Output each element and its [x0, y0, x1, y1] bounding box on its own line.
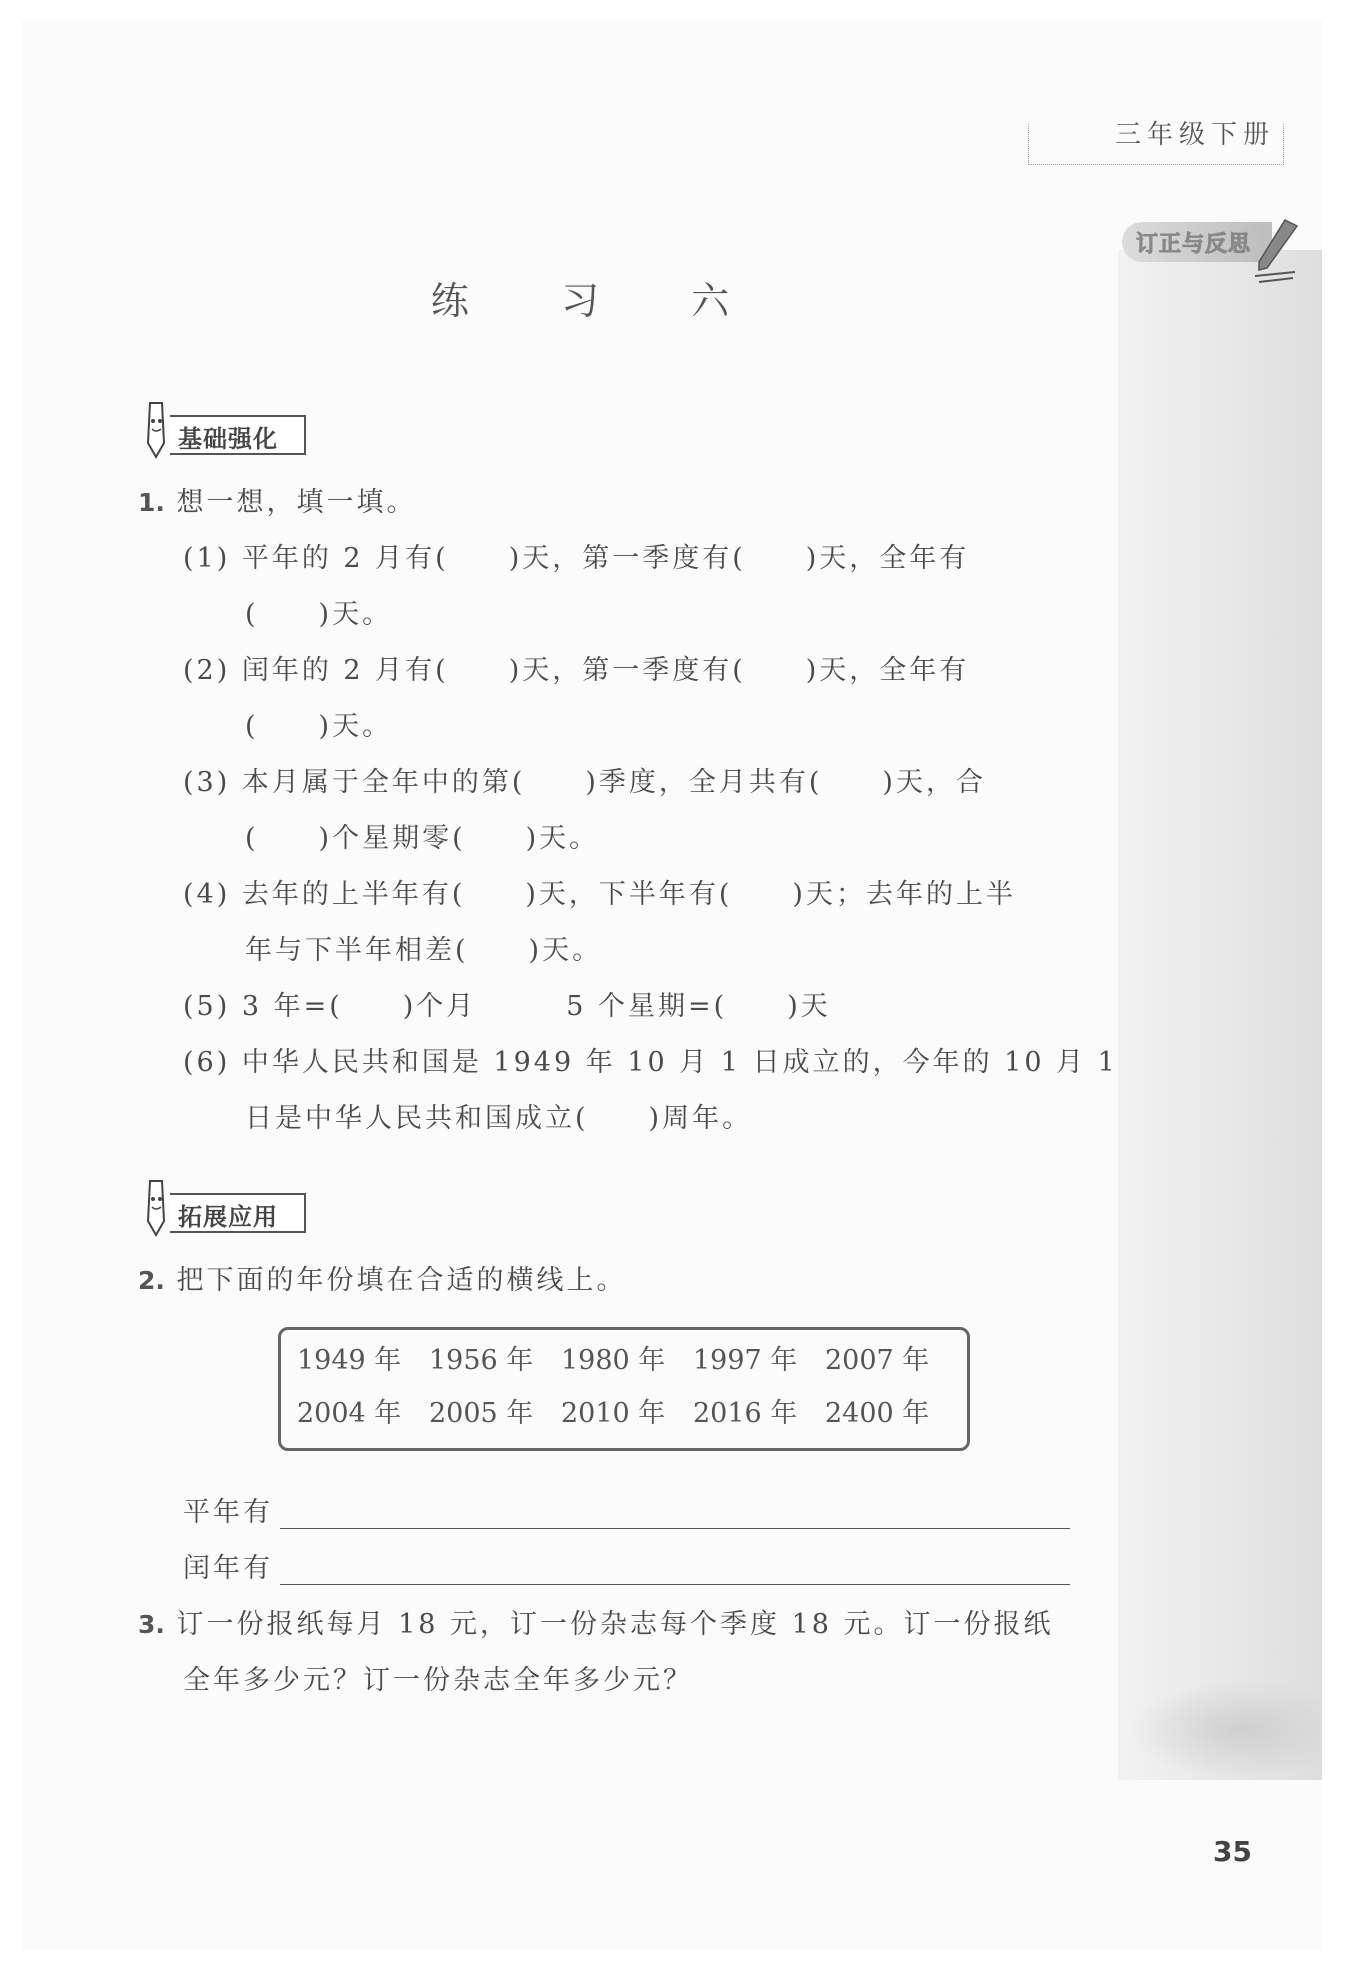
section-label-box	[170, 415, 306, 455]
leap-year-label: 闰年有	[183, 1553, 273, 1584]
year-item: 2010 年	[561, 1398, 666, 1429]
years-grid	[297, 1338, 957, 1430]
q1-item: ( )天。	[245, 711, 393, 742]
pencil-icon	[140, 401, 174, 461]
section-label: 基础强化	[178, 425, 278, 453]
year-item: 2005 年	[429, 1398, 534, 1429]
year-item: 1980 年	[561, 1345, 666, 1376]
q1-number: 1.	[138, 488, 165, 517]
q1-item: (6) 中华人民共和国是 1949 年 10 月 1 日成立的，今年的 10 月 1	[183, 1047, 1118, 1078]
correction-tab-label: 订正与反思	[1136, 232, 1252, 257]
q1-item: 日是中华人民共和国成立( )周年。	[245, 1103, 753, 1134]
pen-icon	[1245, 218, 1305, 288]
leap-year-answer-line[interactable]	[280, 1584, 1070, 1585]
q1-item: ( )天。	[245, 599, 393, 630]
year-item: 2004 年	[297, 1398, 402, 1429]
q2-number: 2.	[138, 1266, 165, 1295]
year-item: 2007 年	[825, 1345, 930, 1376]
year-item: 2400 年	[825, 1398, 930, 1429]
section-badge-extend	[140, 1193, 310, 1231]
q3-text1: 订一份报纸每月 18 元，订一份杂志每个季度 18 元。订一份报纸	[176, 1609, 1054, 1640]
q2-stem: 把下面的年份填在合适的横线上。	[176, 1265, 627, 1296]
correction-margin	[1118, 250, 1322, 1780]
q1-item: 年与下半年相差( )天。	[245, 935, 603, 966]
q3-line1	[138, 1602, 1054, 1641]
section-badge-basic	[140, 415, 310, 453]
q2-stem-line	[138, 1258, 627, 1297]
section-label-box	[170, 1193, 306, 1233]
common-year-label: 平年有	[183, 1497, 273, 1528]
common-year-answer-line[interactable]	[280, 1528, 1070, 1529]
year-item: 1997 年	[693, 1345, 798, 1376]
q3-number: 3.	[138, 1610, 165, 1639]
q1-stem: 想一想，填一填。	[176, 487, 417, 518]
q1-item: (1) 平年的 2 月有( )天，第一季度有( )天，全年有	[183, 543, 970, 574]
year-item: 1949 年	[297, 1345, 402, 1376]
page-number: 35	[1213, 1835, 1252, 1868]
section-label: 拓展应用	[178, 1203, 278, 1231]
q1-item: (2) 闰年的 2 月有( )天，第一季度有( )天，全年有	[183, 655, 970, 686]
years-box	[278, 1327, 970, 1451]
q3-line2: 全年多少元？订一份杂志全年多少元？	[183, 1665, 693, 1696]
year-item: 1956 年	[429, 1345, 534, 1376]
grade-label: 三年级下册	[1109, 114, 1275, 151]
year-item: 2016 年	[693, 1398, 798, 1429]
q1-stem-line	[138, 480, 417, 519]
grade-header	[1028, 120, 1284, 165]
q1-item: (4) 去年的上半年有( )天，下半年有( )天；去年的上半	[183, 879, 1016, 910]
q1-item: ( )个星期零( )天。	[245, 823, 600, 854]
q1-item: (3) 本月属于全年中的第( )季度，全月共有( )天，合	[183, 767, 986, 798]
q1-item: (5) 3 年=( )个月 5 个星期=( )天	[183, 991, 831, 1022]
pencil-icon	[140, 1179, 174, 1239]
scan-smudge	[1130, 1680, 1320, 1780]
page-title: 练 习 六	[430, 279, 770, 323]
